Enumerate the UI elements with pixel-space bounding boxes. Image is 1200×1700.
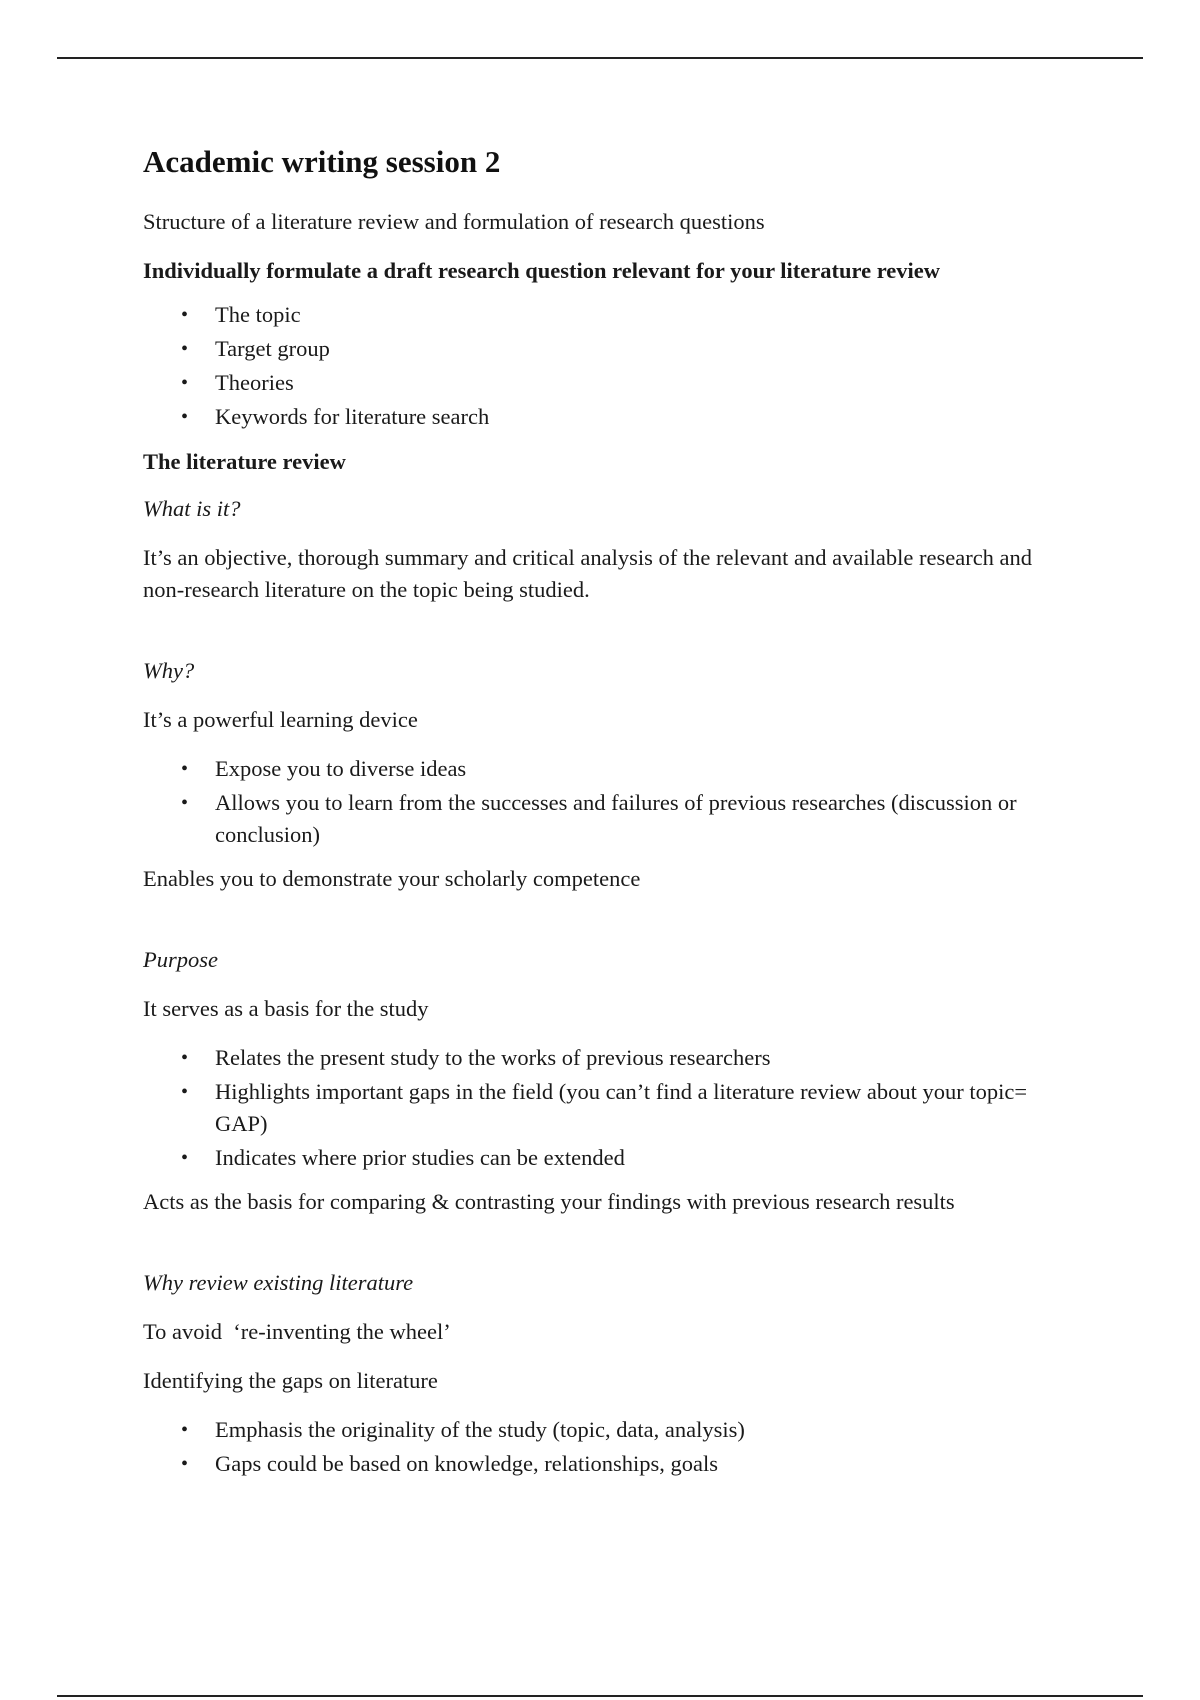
page-title: Academic writing session 2 xyxy=(143,144,501,179)
subheading-purpose: Purpose xyxy=(143,947,218,972)
bullet-icon: • xyxy=(181,372,189,394)
bullet-icon: • xyxy=(181,1419,189,1441)
bullet-icon: • xyxy=(181,304,189,326)
list-item: • Emphasis the originality of the study (topic, data, analysis) xyxy=(143,1414,1073,1446)
purpose-intro: It serves as a basis for the study xyxy=(143,996,429,1021)
why-list xyxy=(143,753,1073,851)
why-outro: Enables you to demonstrate your scholarly competence xyxy=(143,866,641,891)
list-item: • Keywords for literature search xyxy=(143,401,1073,433)
bullet-icon: • xyxy=(181,1047,189,1069)
subtitle: Structure of a literature review and formulation of research questions xyxy=(143,209,765,234)
list-item: • The topic xyxy=(143,299,1073,331)
task-list xyxy=(143,299,1073,433)
top-rule xyxy=(57,57,1143,59)
why-intro: It’s a powerful learning device xyxy=(143,707,418,732)
list-item: • Target group xyxy=(143,333,1073,365)
document-body xyxy=(143,140,1073,1492)
list-item: • Expose you to diverse ideas xyxy=(143,753,1073,785)
subheading-why-review: Why review existing literature xyxy=(143,1270,414,1295)
section-heading: The literature review xyxy=(143,449,346,474)
why-review-line-1: To avoid ‘re-inventing the wheel’ xyxy=(143,1319,451,1344)
list-item: • Indicates where prior studies can be extended xyxy=(143,1142,1073,1174)
list-item: • Gaps could be based on knowledge, relationships, goals xyxy=(143,1448,1073,1480)
purpose-outro: Acts as the basis for comparing & contrasting your findings with previous research results xyxy=(143,1189,955,1214)
why-review-line-2: Identifying the gaps on literature xyxy=(143,1368,438,1393)
bullet-icon: • xyxy=(181,1081,189,1103)
list-item: • Theories xyxy=(143,367,1073,399)
bullet-icon: • xyxy=(181,406,189,428)
what-paragraph: It’s an objective, thorough summary and critical analysis of the relevant and available research and non-research literature on the topic being studied. xyxy=(143,545,1033,602)
list-item: • Allows you to learn from the successes and failures of previous researches (discussion or conclusion) xyxy=(143,787,1073,851)
subheading-why: Why? xyxy=(143,658,195,683)
task-heading: Individually formulate a draft research question relevant for your literature review xyxy=(143,258,941,283)
list-item: • Highlights important gaps in the field (you can’t find a literature review about your topic= GAP) xyxy=(143,1076,1073,1140)
bullet-icon: • xyxy=(181,1147,189,1169)
bullet-icon: • xyxy=(181,792,189,814)
why-review-list xyxy=(143,1414,1073,1480)
bullet-icon: • xyxy=(181,338,189,360)
list-item: • Relates the present study to the works of previous researchers xyxy=(143,1042,1073,1074)
subheading-what: What is it? xyxy=(143,496,241,521)
purpose-list xyxy=(143,1042,1073,1174)
bottom-rule xyxy=(57,1695,1143,1697)
bullet-icon: • xyxy=(181,1453,189,1475)
bullet-icon: • xyxy=(181,758,189,780)
